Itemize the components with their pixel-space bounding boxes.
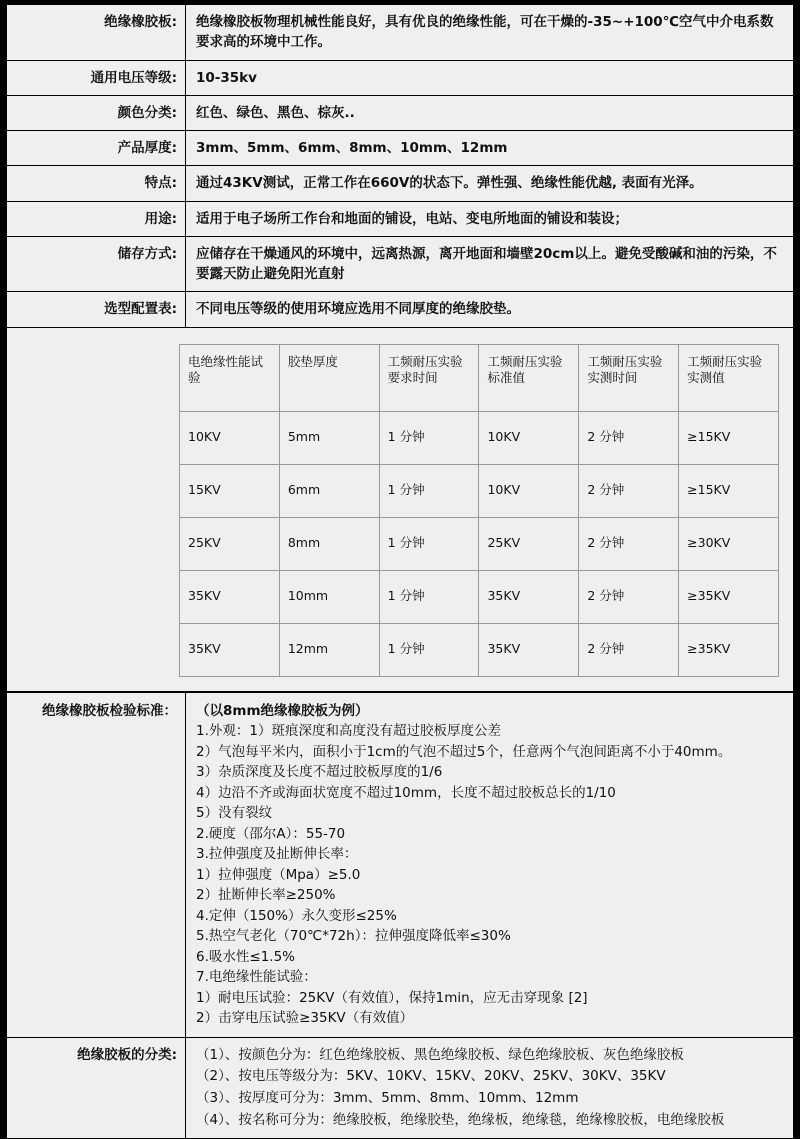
voltage-thickness-block	[6, 328, 794, 692]
row-label: 绝缘橡胶板:	[7, 5, 186, 61]
table-cell: 5mm	[279, 411, 379, 464]
table-cell: 8mm	[279, 517, 379, 570]
row-label: 绝缘胶板的分类:	[7, 1037, 186, 1138]
row-label: 储存方式:	[7, 236, 186, 292]
classification-row	[7, 1037, 794, 1138]
table-row	[7, 5, 794, 61]
table-header-row	[180, 344, 779, 411]
table-row	[180, 517, 779, 570]
classification-list	[196, 1045, 785, 1131]
table-cell: 25KV	[479, 517, 579, 570]
table-cell: 10KV	[479, 464, 579, 517]
row-value: 红色、绿色、黑色、棕灰..	[186, 95, 794, 130]
column-header: 工频耐压实验要求时间	[379, 344, 479, 411]
table-cell: 12mm	[279, 623, 379, 676]
list-item: 3）杂质深度及长度不超过胶板厚度的1/6	[196, 762, 785, 783]
criteria-list	[196, 701, 785, 1029]
table-cell: ≥35KV	[679, 570, 779, 623]
table-cell: 10KV	[479, 411, 579, 464]
standards-table	[6, 692, 794, 1139]
row-label: 特点:	[7, 166, 186, 201]
list-item: 2.硬度（邵尔A）：55-70	[196, 824, 785, 845]
table-row	[7, 166, 794, 201]
row-label: 产品厚度:	[7, 131, 186, 166]
table-cell: ≥15KV	[679, 411, 779, 464]
column-header: 电绝缘性能试验	[180, 344, 280, 411]
table-cell: 35KV	[479, 570, 579, 623]
table-cell: ≥30KV	[679, 517, 779, 570]
row-value: 适用于电子场所工作台和地面的铺设，电站、变电所地面的铺设和装设；	[186, 201, 794, 236]
list-item: 2）击穿电压试验≥35KV（有效值）	[196, 1008, 785, 1029]
row-value: 应储存在干燥通风的环境中，远离热源，离开地面和墙壁20cm以上。避免受酸碱和油的污染，不要露天防止避免阳光直射	[186, 236, 794, 292]
list-item: 6.吸水性≤1.5%	[196, 947, 785, 968]
column-header: 工频耐压实验实测值	[679, 344, 779, 411]
table-cell: 35KV	[479, 623, 579, 676]
table-row	[7, 131, 794, 166]
list-item: 4）边沿不齐或海面状宽度不超过10mm，长度不超过胶板总长的1/10	[196, 783, 785, 804]
list-item: 3.拉伸强度及扯断伸长率：	[196, 844, 785, 865]
list-item: （以8mm绝缘橡胶板为例）	[196, 701, 785, 722]
table-cell: 1 分钟	[379, 623, 479, 676]
inspection-standard-content	[186, 692, 794, 1037]
table-cell: 1 分钟	[379, 464, 479, 517]
table-cell: 35KV	[180, 570, 280, 623]
table-cell: 6mm	[279, 464, 379, 517]
list-item: 7.电绝缘性能试验：	[196, 967, 785, 988]
table-row	[180, 623, 779, 676]
row-value: 10-35kv	[186, 60, 794, 95]
table-cell: ≥35KV	[679, 623, 779, 676]
list-item: 1.外观：1）斑痕深度和高度没有超过胶板厚度公差	[196, 721, 785, 742]
table-cell: 2 分钟	[579, 623, 679, 676]
row-label: 用途:	[7, 201, 186, 236]
row-label: 通用电压等级:	[7, 60, 186, 95]
row-value: 不同电压等级的使用环境应选用不同厚度的绝缘胶垫。	[186, 292, 794, 327]
table-cell: 2 分钟	[579, 464, 679, 517]
table-row	[7, 95, 794, 130]
row-value: 3mm、5mm、6mm、8mm、10mm、12mm	[186, 131, 794, 166]
list-item: 1）拉伸强度（Mpa）≥5.0	[196, 865, 785, 886]
column-header: 胶垫厚度	[279, 344, 379, 411]
table-cell: 1 分钟	[379, 570, 479, 623]
row-label: 绝缘橡胶板检验标准：	[7, 692, 186, 1037]
table-cell: ≥15KV	[679, 464, 779, 517]
list-item: 2）扯断伸长率≥250%	[196, 885, 785, 906]
table-cell: 1 分钟	[379, 517, 479, 570]
row-value: 绝缘橡胶板物理机械性能良好，具有优良的绝缘性能，可在干燥的-35~+100℃空气中介电系数要求高的环境中工作。	[186, 5, 794, 61]
table-cell: 2 分钟	[579, 570, 679, 623]
inspection-standard-row	[7, 692, 794, 1037]
table-row	[7, 236, 794, 292]
table-cell: 10KV	[180, 411, 280, 464]
table-cell: 10mm	[279, 570, 379, 623]
list-item: 5.热空气老化（70℃*72h）：拉伸强度降低率≤30%	[196, 926, 785, 947]
table-row	[7, 60, 794, 95]
list-item: （3）、按厚度可分为：3mm、5mm、8mm、10mm、12mm	[196, 1088, 785, 1110]
classification-content	[186, 1037, 794, 1138]
table-cell: 2 分钟	[579, 517, 679, 570]
table-cell: 1 分钟	[379, 411, 479, 464]
list-item: 5）没有裂纹	[196, 803, 785, 824]
table-cell: 35KV	[180, 623, 280, 676]
specification-table	[6, 4, 794, 328]
table-row	[7, 201, 794, 236]
table-row	[7, 292, 794, 327]
row-label: 颜色分类:	[7, 95, 186, 130]
table-cell: 2 分钟	[579, 411, 679, 464]
list-item: （4）、按名称可分为：绝缘胶板，绝缘胶垫，绝缘板，绝缘毯，绝缘橡胶板，电绝缘胶板	[196, 1110, 785, 1132]
column-header: 工频耐压实验标准值	[479, 344, 579, 411]
table-cell: 15KV	[180, 464, 280, 517]
list-item: 2）气泡每平米内，面积小于1cm的气泡不超过5个，任意两个气泡间距离不小于40mm。	[196, 742, 785, 763]
list-item: 1）耐电压试验：25KV（有效值），保持1min，应无击穿现象 [2]	[196, 988, 785, 1009]
list-item: （1）、按颜色分为：红色绝缘胶板、黑色绝缘胶板、绿色绝缘胶板、灰色绝缘胶板	[196, 1045, 785, 1067]
table-cell: 25KV	[180, 517, 280, 570]
column-header: 工频耐压实验实测时间	[579, 344, 679, 411]
table-row	[180, 464, 779, 517]
table-row	[180, 411, 779, 464]
list-item: 4.定伸（150%）永久变形≤25%	[196, 906, 785, 927]
voltage-thickness-table	[179, 344, 779, 677]
table-row	[180, 570, 779, 623]
list-item: （2）、按电压等级分为：5KV、10KV、15KV、20KV、25KV、30KV、35KV	[196, 1066, 785, 1088]
row-value: 通过43KV测试，正常工作在660V的状态下。弹性强、绝缘性能优越, 表面有光泽。	[186, 166, 794, 201]
row-label: 选型配置表:	[7, 292, 186, 327]
